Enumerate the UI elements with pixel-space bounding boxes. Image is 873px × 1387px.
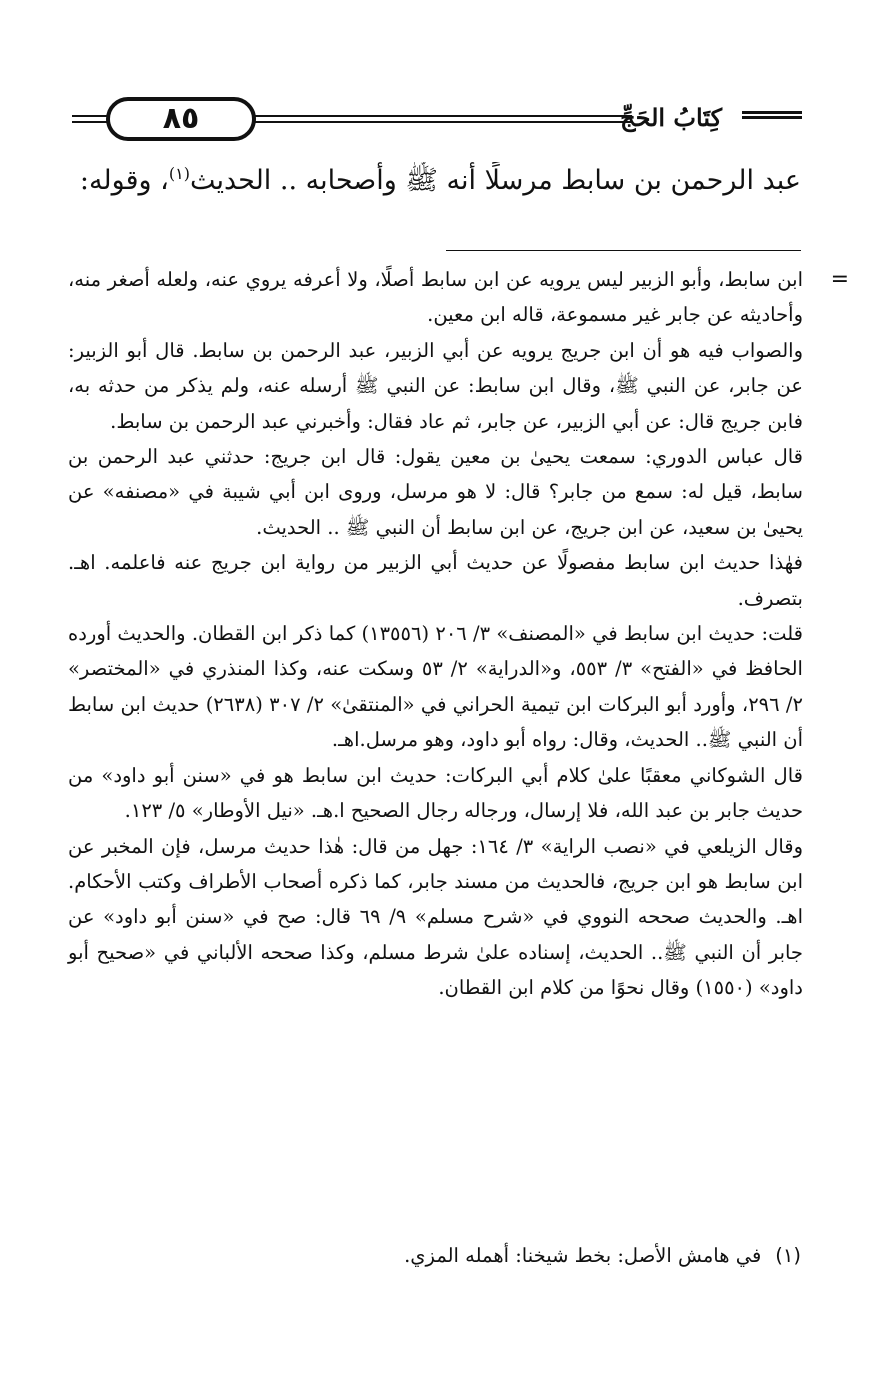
page-header [72, 95, 802, 145]
footnote-paragraph: وقال الزيلعي في «نصب الراية» ٣/ ١٦٤: جهل من قال: هٰذا حديث مرسل، فإن المخبر عن ابن سابط هو ابن جريج، فالحديث من مسند جابر، كما ذكره أصحاب الأطراف وكتب الأحكام. اهـ. والحديث صححه النووي في «شرح مسلم» ٩/ ٦٩ قال: صح في «سنن أبو داود» عن جابر أن النبي ﷺ.. الحديث، إسناده علىٰ شرط مسلم، وكذا صححه الألباني في «صحيح أبو داود» (١٥٥٠) وقال نحوًا من كلام ابن القطان. [68, 834, 803, 1000]
footnote-1-number: (١) [775, 1244, 801, 1267]
footnote-paragraph: قال عباس الدوري: سمعت يحيىٰ بن معين يقول: قال ابن جريج: حدثني عبد الرحمن بن سابط، قيل له: سمع من جابر؟ قال: لا هو مرسل، وروى ابن أبي شيبة في «مصنفه» عن يحيىٰ بن سعيد، عن ابن جريج، عن ابن سابط أن النبي ﷺ .. الحديث. [68, 445, 803, 539]
main-text-line [71, 162, 801, 200]
chapter-title: كِتَابُ الحَجِّ [620, 103, 722, 132]
footnote-paragraph: قال الشوكاني معقبًا علىٰ كلام أبي البركات: حديث ابن سابط هو في «سنن أبو داود» من حديث جابر بن عبد الله، فلا إرسال، ورجاله رجال الصحيح ا.هـ. «نيل الأوطار» ٥/ ١٢٣. [68, 763, 803, 823]
main-text-after-ref: ، وقوله: [79, 165, 169, 196]
footnote-paragraph: قلت: حديث ابن سابط في «المصنف» ٣/ ٢٠٦ (١٣٥٥٦) كما ذكر ابن القطان. والحديث أورده الحافظ في «الفتح» ٣/ ٥٥٣، و«الدراية» ٢/ ٥٣ وسكت عنه، وكذا المنذري في «المختصر» ٢/ ٢٩٦، وأورد أبو البركات ابن تيمية الحراني في «المنتقىٰ» ٢/ ٣٠٧ (٢٦٣٨) حديث ابن سابط أن النبي ﷺ.. الحديث، وقال: رواه أبو داود، وهو مرسل.اهـ. [68, 622, 803, 752]
footnote-1-text: في هامش الأصل: بخط شيخنا: أهمله المزي. [404, 1244, 762, 1267]
page-number: ٨٥ [162, 101, 200, 136]
header-rule-middle [252, 115, 632, 117]
main-text-before-ref: عبد الرحمن بن سابط مرسلًا أنه ﷺ وأصحابه .. الحديث [189, 165, 801, 196]
footnote-1 [71, 1238, 801, 1273]
header-rule-middle-2 [252, 121, 632, 123]
footnote-paragraph: فهٰذا حديث ابن سابط مفصولًا عن حديث أبي الزبير من رواية ابن جريج عنه فاعلمه. اهـ. بتصرف. [68, 551, 803, 610]
footnote-paragraph-text: ابن سابط، وأبو الزبير ليس يرويه عن ابن سابط أصلًا، ولا أعرفه يروي عنه، ولعله أصغر منه، وأحاديثه عن جابر غير مسموعة، قاله ابن معين. [68, 268, 803, 327]
footnote-separator [446, 250, 801, 251]
header-rule-right [742, 111, 802, 119]
footnote-reference[interactable]: (١) [168, 164, 190, 183]
page-number-badge [106, 97, 256, 141]
continuation-mark: = [830, 267, 849, 292]
footnote-paragraph: والصواب فيه هو أن ابن جريج يرويه عن أبي الزبير، عبد الرحمن بن سابط. قال أبو الزبير: عن جابر، عن النبي ﷺ، وقال ابن سابط: عن النبي ﷺ أرسله عنه، ولم يذكر من حدثه به، فابن جريج قال: عن أبي الزبير، عن جابر، ثم عاد فقال: وأخبرني عبد الرحمن بن سابط. [68, 338, 803, 433]
footnote-paragraph [68, 262, 849, 333]
footnote-continuation [68, 262, 849, 1006]
